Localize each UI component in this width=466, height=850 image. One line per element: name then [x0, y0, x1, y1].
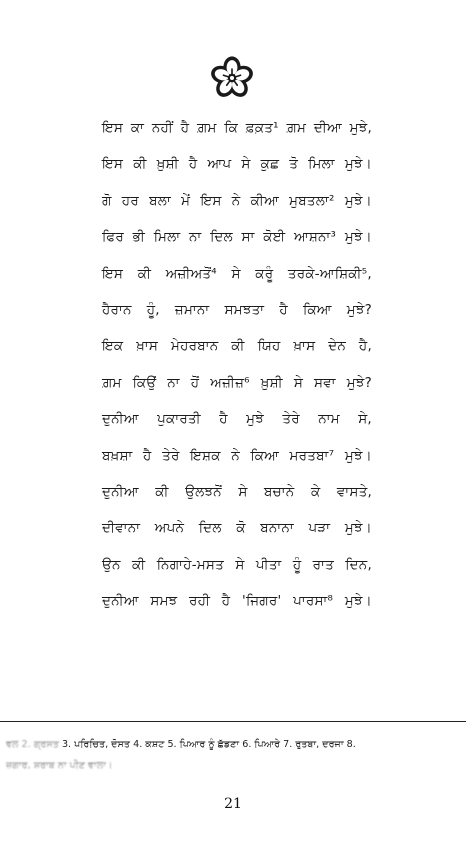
footnote-line [6, 755, 462, 776]
footnote-faded-text: ਜ਼ਗਾਰ, ਸ਼ਰਾਬ ਨਾ ਪੀਣ ਵਾਲਾ। [6, 760, 113, 771]
poem-line: ਗ਼ਮ ਕਿਉਂ ਨਾ ਹੋਂ ਅਜ਼ੀਜ਼⁶ ਖ਼ੁਸ਼ੀ ਸੇ ਸਵਾ ਮੁਝੇ? [102, 375, 372, 391]
poem-line: ਉਨ ਕੀ ਨਿਗਾਹੇ-ਮਸਤ ਸੇ ਪੀਤਾ ਹੂੰ ਰਾਤ ਦਿਨ, [102, 557, 372, 573]
footnotes [6, 734, 462, 776]
footnotes-divider [0, 721, 466, 722]
poem-line: ਇਕ ਖ਼ਾਸ ਮੇਹਰਬਾਨ ਕੀ ਯਿਹ ਖ਼ਾਸ ਦੇਨ ਹੈ, [102, 339, 372, 355]
poem-line: ਦੁਨੀਆ ਸਮਝ ਰਹੀ ਹੈ 'ਜਿਗਰ' ਪਾਰਸਾ⁸ ਮੁਝੇ। [102, 594, 372, 610]
poem-line: ਹੈਰਾਨ ਹੂੰ, ਜ਼ਮਾਨਾ ਸਮਝਤਾ ਹੈ ਕਿਆ ਮੁਝੇ? [102, 302, 372, 318]
flower-ornament-icon [209, 55, 255, 101]
footnote-faded-text: ਵਲ 2. ਗ੍ਰਸਤ [6, 739, 59, 750]
poem-line: ਦੁਨੀਆ ਕੀ ਉਲਝਨੋਂ ਸੇ ਬਚਾਨੇ ਕੇ ਵਾਸਤੇ, [102, 484, 372, 500]
page-number: 21 [224, 796, 242, 812]
footnote-text: 3. ਪਰਿਚਿਤ, ਦੋਸਤ 4. ਕਸ਼ਟ 5. ਪਿਆਰ ਨੂੰ ਛੱਡਣਾ 6. ਪਿਆਰੇ 7. ਰੁਤਬਾ, ਦਰਜਾ 8. [58, 739, 356, 750]
poem-lines [102, 117, 372, 626]
poem-line: ਇਸ ਕੀ ਅਜ਼ੀਅਤੋਂ⁴ ਸੇ ਕਰੂੰ ਤਰਕੇ-ਆਸ਼ਿਕੀ⁵, [102, 266, 372, 282]
footnote-line [6, 734, 462, 755]
poem-line: ਇਸ ਕਾ ਨਹੀਂ ਹੈ ਗ਼ਮ ਕਿ ਫ਼ਕ਼ਤ¹ ਗ਼ਮ ਦੀਆ ਮੁਝੇ, [102, 121, 372, 136]
poem-line: ਫਿਰ ਭੀ ਮਿਲਾ ਨਾ ਦਿਲ ਸਾ ਕੋਈ ਆਸ਼ਨਾ³ ਮੁਝੇ। [102, 230, 372, 246]
poem-line: ਗੋ ਹਰ ਬਲਾ ਮੇਂ ਇਸ ਨੇ ਕੀਆ ਮੁਬਤਲਾ² ਮੁਝੇ। [102, 193, 372, 209]
poem-line: ਦੁਨੀਆ ਪੁਕਾਰਤੀ ਹੈ ਮੁਝੇ ਤੇਰੇ ਨਾਮ ਸੇ, [102, 412, 372, 428]
poem-line: ਦੀਵਾਨਾ ਅਪਨੇ ਦਿਲ ਕੋ ਬਨਾਨਾ ਪੜਾ ਮੁਝੇ। [102, 521, 372, 537]
poem-line: ਬਖ਼ਸ਼ਾ ਹੈ ਤੇਰੇ ਇਸ਼ਕ ਨੇ ਕਿਆ ਮਰਤਬਾ⁷ ਮੁਝੇ। [102, 448, 372, 464]
poem-line: ਇਸ ਕੀ ਖ਼ੁਸ਼ੀ ਹੈ ਆਪ ਸੇ ਕੁਛ ਤੋ ਮਿਲਾ ਮੁਝੇ। [102, 157, 372, 173]
